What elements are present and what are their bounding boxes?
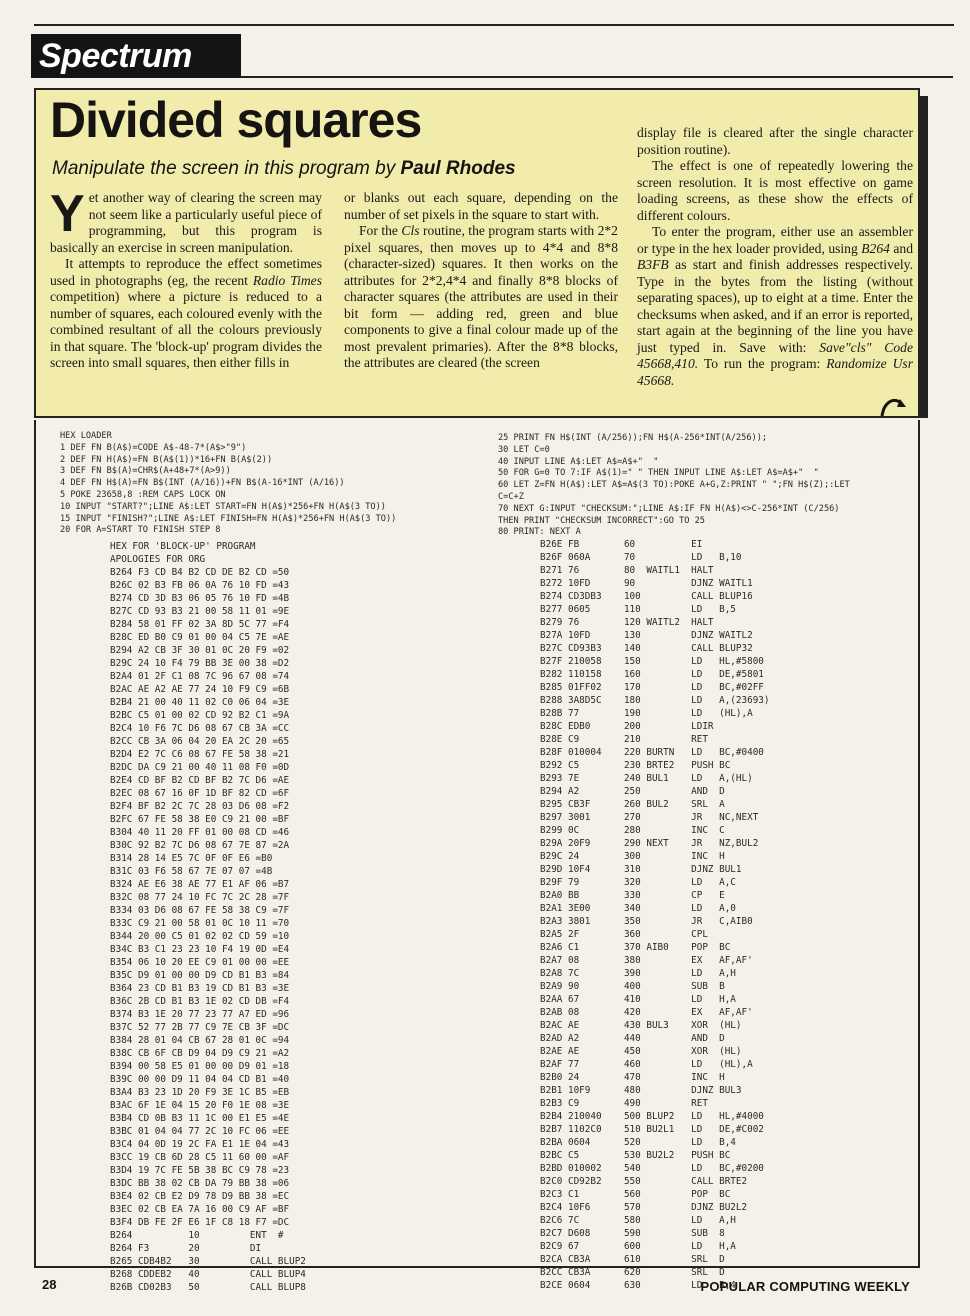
paragraph [637,224,913,389]
drop-cap: Y [50,185,85,243]
paragraph: or blanks out each square, depending on the number of set pixels in the square to start with. [344,190,618,222]
emphasis: B264 [861,240,890,256]
paragraph-text: routine, the program starts with 2*2 pixel squares, then moves up to 4*4 and 8*8 (character-sized) squares. It then works on the attributes for 2*2,4*4 and finally 8*8 blocks of character squares (the attributes are used in their bit form — adding red, green and blue components to give a final colour made up of the most prevalent primaries). After the 8*8 blocks, the attributes are cleared (the screen [344,223,618,370]
paragraph-text: et another way of clearing the screen may not seem like a particularly useful piece of programming, but this program is basically an exercise in screen manipulation. [50,190,322,255]
publication-name: POPULAR COMPUTING WEEKLY [700,1279,910,1294]
subtitle-lead: Manipulate the screen in this program by [52,158,401,179]
author-name: Paul Rhodes [400,158,516,179]
article-column-2 [344,190,618,372]
page-number: 28 [42,1277,57,1292]
paragraph [50,185,322,256]
paragraph: display file is cleared after the single character position routine). [637,125,913,157]
emphasis: Randomize Usr 45668. [637,356,913,388]
emphasis: Radio Times [252,272,322,288]
assembly-listing: B26E FB 60 EI B26F 060A 70 LD B,10 B271 76 80 WAITL1 HALT B272 10FD 90 DJNZ WAITL1 B274 CD3DB3 100 CALL BLUP16 B277 0605 110 LD B,5 B279 76 120 WAITL2 HALT B27A 10FD 130 DJNZ WAITL2 B27C CD93B3 140 CALL BLUP32 B27F 210058 150 LD HL,#5800 B282 110158 160 LD DE,#5801 B285 01FF02 170 LD BC,#02FF B288 3A8D5C 180 LD A,(23693) B28B 77 190 LD (HL),A B28C EDB0 200 LDIR B28E C9 210 RET B28F 010004 220 BURTN LD BC,#0400 B292 C5 230 BRTE2 PUSH BC B293 7E 240 BUL1 LD A,(HL) B294 A2 250 AND D B295 CB3F 260 BUL2 SRL A B297 3001 270 JR NC,NEXT B299 0C 280 INC C B29A 20F9 290 NEXT JR NZ,BUL2 B29C 24 300 INC H B29D 10F4 310 DJNZ BUL1 B29F 79 320 LD A,C B2A0 BB 330 CP E B2A1 3E00 340 LD A,0 B2A3 3801 350 JR C,AIB0 B2A5 2F 360 CPL B2A6 C1 370 AIB0 POP BC B2A7 08 380 EX AF,AF' B2A8 7C 390 LD A,H B2A9 90 400 SUB B B2AA 67 410 LD H,A B2AB 08 420 EX AF,AF' B2AC AE 430 BUL3 XOR (HL) B2AD A2 440 AND D B2AE AE 450 XOR (HL) B2AF 77 460 LD (HL),A B2B0 24 470 INC H B2B1 10F9 480 DJNZ BUL3 B2B3 C9 490 RET B2B4 210040 500 BLUP2 LD HL,#4000 B2B7 1102C0 510 BU2L1 LD DE,#C002 B2BA 0604 520 LD B,4 B2BC C5 530 BU2L2 PUSH BC B2BD 010002 540 LD BC,#0200 B2C0 CD92B2 550 CALL BRTE2 B2C3 C1 560 POP BC B2C4 10F6 570 DJNZ BU2L2 B2C6 7C 580 LD A,H B2C7 D608 590 SUB 8 B2C9 67 600 LD H,A B2CA CB3A 610 SRL D B2CC CB3A 620 SRL D B2CE 0604 630 LD B,4 [540,539,770,1291]
paragraph-text: For the [359,223,402,238]
article-subtitle [52,156,612,182]
emphasis: B3FB [637,257,669,272]
paragraph-text: To enter the program, either use an assembler or type in the hex loader provided, using [637,224,913,256]
section-banner: Spectrum [31,34,241,78]
paragraph-text: It attempts to reproduce the effect sometimes used in photographs (eg, the recent [50,256,322,288]
article-title: Divided squares [50,92,422,148]
article-column-1 [50,185,322,372]
continue-arrow-icon [880,394,920,418]
hex-loader-listing-right: 25 PRINT FN H$(INT (A/256));FN H$(A-256*INT(A/256)); 30 LET C=0 40 INPUT LINE A$:LET A$=A$+" " 50 FOR G=0 TO 7:IF A$(1)=" " THEN INPUT LINE A$:LET A$=A$+" " 60 LET Z=FN H(A$):LET A$=A$(3 TO):POKE A+G,Z:PRINT " ";FN H$(Z);:LET C=C+Z 70 NEXT G:INPUT "CHECKSUM:";LINE A$:IF FN H(A$)<>C-256*INT (C/256) THEN PRINT "CHECKSUM INCORRECT":GO TO 25 80 PRINT: NEXT A [498,433,850,538]
emphasis: Cls [401,223,420,238]
top-rule [34,24,954,26]
article-column-3 [637,125,913,389]
paragraph-text: and [889,240,913,256]
paragraph: The effect is one of repeatedly lowering the screen resolution. It is most effective on game loading screens, as these show the effects of different colours. [637,158,913,223]
paragraph [50,256,322,372]
paragraph-text: To run the program: [698,356,827,371]
emphasis: Save"cls" Code 45668,410. [637,339,913,371]
paragraph [344,223,618,372]
panel-shadow-bar [920,96,928,418]
paragraph-text: competition) where a picture is reduced to a number of squares, each coloured evenly with the combined resultant of all the colours previously in that square. The 'block-up' program divides the screen into small squares, then either fills in [50,289,322,370]
hex-loader-listing-left: HEX LOADER 1 DEF FN B(A$)=CODE A$-48-7*(A$>"9") 2 DEF FN H(A$)=FN B(A$(1))*16+FN B(A$(2)) 3 DEF FN B$(A)=CHR$(A+48+7*(A>9)) 4 DEF FN H$(A)=FN B$(INT (A/16))+FN B$(A-16*INT (A/16)) 5 POKE 23658,8 :REM CAPS LOCK ON 10 INPUT "START?";LINE A$:LET START=FN H(A$)*256+FN H(A$(3 TO)) 15 INPUT "FINISH?";LINE A$:LET FINISH=FN H(A$)*256+FN H(A$(3 TO)) 20 FOR A=START TO FINISH STEP 8 [60,431,397,536]
paragraph-text: as start and finish addresses respectively. Type in the bytes from the listing (without separating spaces), up to eight at a time. Enter the checksums when asked, and if an error is reported, start again at the beginning of the line you have just typed in. Save with: [637,257,913,355]
block-up-hex-listing: HEX FOR 'BLOCK-UP' PROGRAM APOLOGIES FOR ORG B264 F3 CD B4 B2 CD DE B2 CD =50 B26C 02 B3 FB 06 0A 76 10 FD =43 B274 CD 3D B3 06 05 76 10 FD =4B B27C CD 93 B3 21 00 58 11 01 =9E B284 58 01 FF 02 3A 8D 5C 77 =F4 B28C ED B0 C9 01 00 04 C5 7E =AE B294 A2 CB 3F 30 01 0C 20 F9 =02 B29C 24 10 F4 79 BB 3E 00 38 =D2 B2A4 01 2F C1 08 7C 96 67 08 =74 B2AC AE A2 AE 77 24 10 F9 C9 =6B B2B4 21 00 40 11 02 C0 06 04 =3E B2BC C5 01 00 02 CD 92 B2 C1 =9A B2C4 10 F6 7C D6 08 67 CB 3A =CC B2CC CB 3A 06 04 20 EA 2C 20 =65 B2D4 E2 7C C6 08 67 FE 58 38 =21 B2DC DA C9 21 00 40 11 08 F0 =0D B2E4 CD BF B2 CD BF B2 7C D6 =AE B2EC 08 67 16 0F 1D BF 82 CD =6F B2F4 BF B2 2C 7C 28 03 D6 08 =F2 B2FC 67 FE 58 38 E0 C9 21 00 =BF B304 40 11 20 FF 01 00 08 CD =46 B30C 92 B2 7C D6 08 67 7E 87 =2A B314 28 14 E5 7C 0F 0F E6 =B0 B31C 03 F6 58 67 7E 07 07 =4B B324 AE E6 38 AE 77 E1 AF 06 =B7 B32C 08 77 24 10 FC 7C 2C 28 =7F B334 03 D6 08 67 FE 58 38 C9 =7F B33C C9 21 00 58 01 0C 10 11 =70 B344 20 00 C5 01 02 02 CD 59 =10 B34C B3 C1 23 23 10 F4 19 0D =E4 B354 06 10 20 EE C9 01 00 00 =EE B35C D9 01 00 00 D9 CD B1 B3 =84 B364 23 CD B1 B3 19 CD B1 B3 =3E B36C 2B CD B1 B3 1E 02 CD DB =F4 B374 B3 1E 20 77 23 77 A7 ED =96 B37C 52 77 2B 77 C9 7E CB 3F =DC B384 28 01 04 CB 67 28 01 0C =94 B38C CB 6F CB D9 04 D9 C9 21 =A2 B394 00 58 E5 01 00 00 D9 01 =18 B39C 00 00 D9 11 04 04 CD B1 =40 B3A4 B3 23 1D 20 F9 3E 1C B5 =EB B3AC 6F 1E 04 15 20 F0 1E 08 =3E B3B4 CD 0B B3 11 1C 00 E1 E5 =4E B3BC 01 04 04 77 2C 10 FC 06 =EE B3C4 04 0D 19 2C FA E1 1E 04 =43 B3CC 19 CB 6D 28 C5 11 60 00 =AF B3D4 19 7C FE 5B 38 BC C9 78 =23 B3DC BB 38 02 CB DA 79 BB 38 =06 B3E4 02 CB E2 D9 78 D9 BB 38 =EC B3EC 02 CB EA 7A 16 00 C9 AF =BF B3F4 DB FE 2F E6 1F C8 18 F7 =DC B264 10 ENT # B264 F3 20 DI B265 CDB4B2 30 CALL BLUP2 B268 CDDEB2 40 CALL BLUP4 B26B CD02B3 50 CALL BLUP8 [110,541,306,1293]
section-rule [241,76,953,78]
